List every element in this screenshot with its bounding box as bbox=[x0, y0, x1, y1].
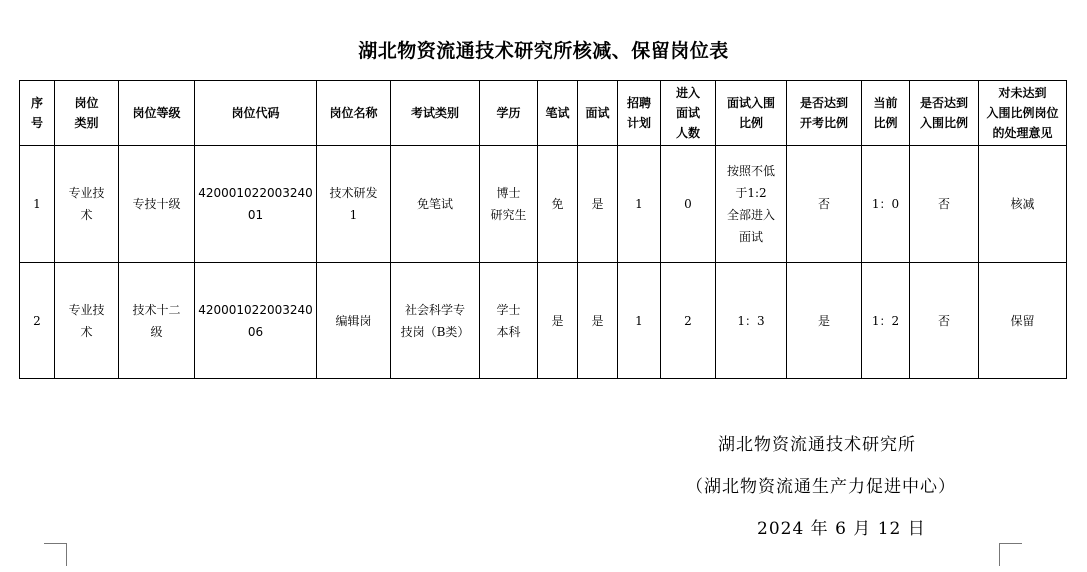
column-header bbox=[979, 81, 1067, 146]
signature-organization-alt: （湖北物资流通生产力促进中心） bbox=[686, 477, 956, 497]
cell-line: 人数 bbox=[675, 126, 700, 140]
column-header bbox=[317, 81, 391, 146]
cell-line: 级 bbox=[150, 324, 163, 339]
column-header bbox=[391, 81, 480, 146]
column-header bbox=[661, 81, 716, 146]
table-cell bbox=[538, 146, 578, 263]
cell-line: 于1:2 bbox=[735, 186, 767, 200]
cell-line: 入围比例 bbox=[919, 116, 968, 130]
cell-line: 面试 bbox=[738, 230, 763, 244]
table-cell bbox=[195, 146, 317, 263]
table-cell bbox=[910, 146, 979, 263]
position-table bbox=[19, 80, 1067, 379]
column-header bbox=[119, 81, 195, 146]
column-header bbox=[787, 81, 862, 146]
table-cell bbox=[55, 146, 119, 263]
cell-line: 岗位 bbox=[74, 96, 99, 110]
cell-line: 技岗（B类） bbox=[400, 324, 470, 339]
cell-line: 1 bbox=[349, 208, 358, 222]
cell-line: 类别 bbox=[74, 116, 99, 130]
cell-line: 是 bbox=[551, 313, 564, 328]
cell-line: 1 bbox=[33, 197, 41, 211]
cell-line: 岗位代码 bbox=[231, 106, 280, 120]
table-cell bbox=[55, 263, 119, 379]
table-cell bbox=[979, 146, 1067, 263]
cell-line: 免 bbox=[551, 197, 564, 211]
table-cell bbox=[979, 263, 1067, 379]
cell-line: 博士 bbox=[496, 186, 521, 200]
table-cell bbox=[391, 263, 480, 379]
table-row bbox=[20, 146, 1067, 263]
cell-line: 06 bbox=[247, 324, 264, 339]
table-cell bbox=[195, 263, 317, 379]
table-cell bbox=[618, 263, 661, 379]
cell-line: 开考比例 bbox=[799, 116, 848, 130]
cell-line: 对未达到 bbox=[998, 86, 1047, 100]
cell-line: 专业技 bbox=[68, 302, 105, 317]
table-cell bbox=[716, 263, 787, 379]
cell-line: 进入 bbox=[675, 86, 700, 100]
cell-line: 岗位等级 bbox=[132, 106, 181, 120]
table-header-row bbox=[20, 81, 1067, 146]
cell-line: 是 bbox=[591, 313, 604, 328]
table-cell bbox=[661, 146, 716, 263]
cell-line: 0 bbox=[684, 197, 692, 211]
table-cell bbox=[480, 263, 538, 379]
cell-line: 1：2 bbox=[871, 313, 900, 328]
cell-line: 1 bbox=[635, 197, 643, 211]
signature-organization: 湖北物资流通技术研究所 bbox=[718, 435, 916, 455]
cell-line: 招聘 bbox=[626, 96, 651, 110]
cell-line: 01 bbox=[247, 208, 264, 222]
table-cell bbox=[578, 146, 618, 263]
cell-line: 岗位名称 bbox=[329, 106, 378, 120]
table-cell bbox=[317, 263, 391, 379]
cell-line: 专技十级 bbox=[132, 197, 181, 211]
table-cell bbox=[20, 263, 55, 379]
cell-line: 否 bbox=[937, 197, 950, 211]
table-cell bbox=[910, 263, 979, 379]
cell-line: 是 bbox=[817, 313, 830, 328]
cell-line: 号 bbox=[30, 116, 43, 130]
column-header bbox=[578, 81, 618, 146]
cell-line: 专业技 bbox=[68, 186, 105, 200]
table-cell bbox=[317, 146, 391, 263]
cell-line: 学士 bbox=[496, 302, 521, 317]
cell-line: 否 bbox=[937, 313, 950, 328]
cell-line: 420001022003240 bbox=[198, 302, 313, 317]
cell-line: 技术十二 bbox=[132, 302, 181, 317]
cell-line: 计划 bbox=[626, 116, 651, 130]
column-header bbox=[538, 81, 578, 146]
cell-line: 2 bbox=[33, 313, 41, 328]
page-corner-mark-right bbox=[999, 543, 1022, 566]
cell-line: 社会科学专 bbox=[404, 302, 465, 317]
cell-line: 核减 bbox=[1010, 197, 1035, 211]
cell-line: 免笔试 bbox=[416, 197, 453, 211]
cell-line: 序 bbox=[30, 96, 43, 110]
cell-line: 否 bbox=[817, 197, 830, 211]
cell-line: 2 bbox=[684, 313, 692, 328]
cell-line: 保留 bbox=[1010, 313, 1035, 328]
signature-date: 2024 年 6 月 12 日 bbox=[757, 519, 926, 539]
cell-line: 研究生 bbox=[490, 208, 527, 222]
cell-line: 1：3 bbox=[737, 313, 765, 328]
table-cell bbox=[862, 263, 910, 379]
table-cell bbox=[480, 146, 538, 263]
cell-line: 1 bbox=[635, 313, 643, 328]
page-corner-mark-left bbox=[44, 543, 67, 566]
table-cell bbox=[862, 146, 910, 263]
table-row bbox=[20, 263, 1067, 379]
column-header bbox=[862, 81, 910, 146]
page-title: 湖北物资流通技术研究所核减、保留岗位表 bbox=[358, 40, 729, 62]
table-cell bbox=[661, 263, 716, 379]
column-header bbox=[55, 81, 119, 146]
cell-line: 术 bbox=[80, 208, 93, 222]
cell-line: 的处理意见 bbox=[992, 126, 1053, 140]
cell-line: 技术研发 bbox=[329, 186, 378, 200]
table-cell bbox=[119, 263, 195, 379]
cell-line: 面试 bbox=[585, 106, 610, 120]
cell-line: 学历 bbox=[496, 106, 521, 120]
cell-line: 当前 bbox=[873, 96, 898, 110]
cell-line: 是 bbox=[591, 197, 604, 211]
cell-line: 按照不低 bbox=[726, 164, 775, 178]
column-header bbox=[195, 81, 317, 146]
table-cell bbox=[618, 146, 661, 263]
cell-line: 面试 bbox=[675, 106, 700, 120]
table-cell bbox=[20, 146, 55, 263]
cell-line: 比例 bbox=[738, 116, 763, 130]
cell-line: 编辑岗 bbox=[335, 313, 372, 328]
column-header bbox=[20, 81, 55, 146]
cell-line: 面试入围 bbox=[726, 96, 775, 110]
table-cell bbox=[538, 263, 578, 379]
cell-line: 全部进入 bbox=[726, 208, 775, 222]
cell-line: 比例 bbox=[873, 116, 898, 130]
table-cell bbox=[787, 146, 862, 263]
table-cell bbox=[391, 146, 480, 263]
cell-line: 是否达到 bbox=[919, 96, 968, 110]
cell-line: 术 bbox=[80, 324, 93, 339]
cell-line: 本科 bbox=[496, 324, 521, 339]
cell-line: 420001022003240 bbox=[198, 186, 313, 200]
cell-line: 笔试 bbox=[545, 106, 570, 120]
table-cell bbox=[716, 146, 787, 263]
column-header bbox=[618, 81, 661, 146]
cell-line: 是否达到 bbox=[799, 96, 848, 110]
cell-line: 1：0 bbox=[871, 197, 900, 211]
table-cell bbox=[119, 146, 195, 263]
cell-line: 入围比例岗位 bbox=[986, 106, 1059, 120]
table-cell bbox=[787, 263, 862, 379]
column-header bbox=[480, 81, 538, 146]
column-header bbox=[910, 81, 979, 146]
column-header bbox=[716, 81, 787, 146]
table-cell bbox=[578, 263, 618, 379]
cell-line: 考试类别 bbox=[410, 106, 459, 120]
